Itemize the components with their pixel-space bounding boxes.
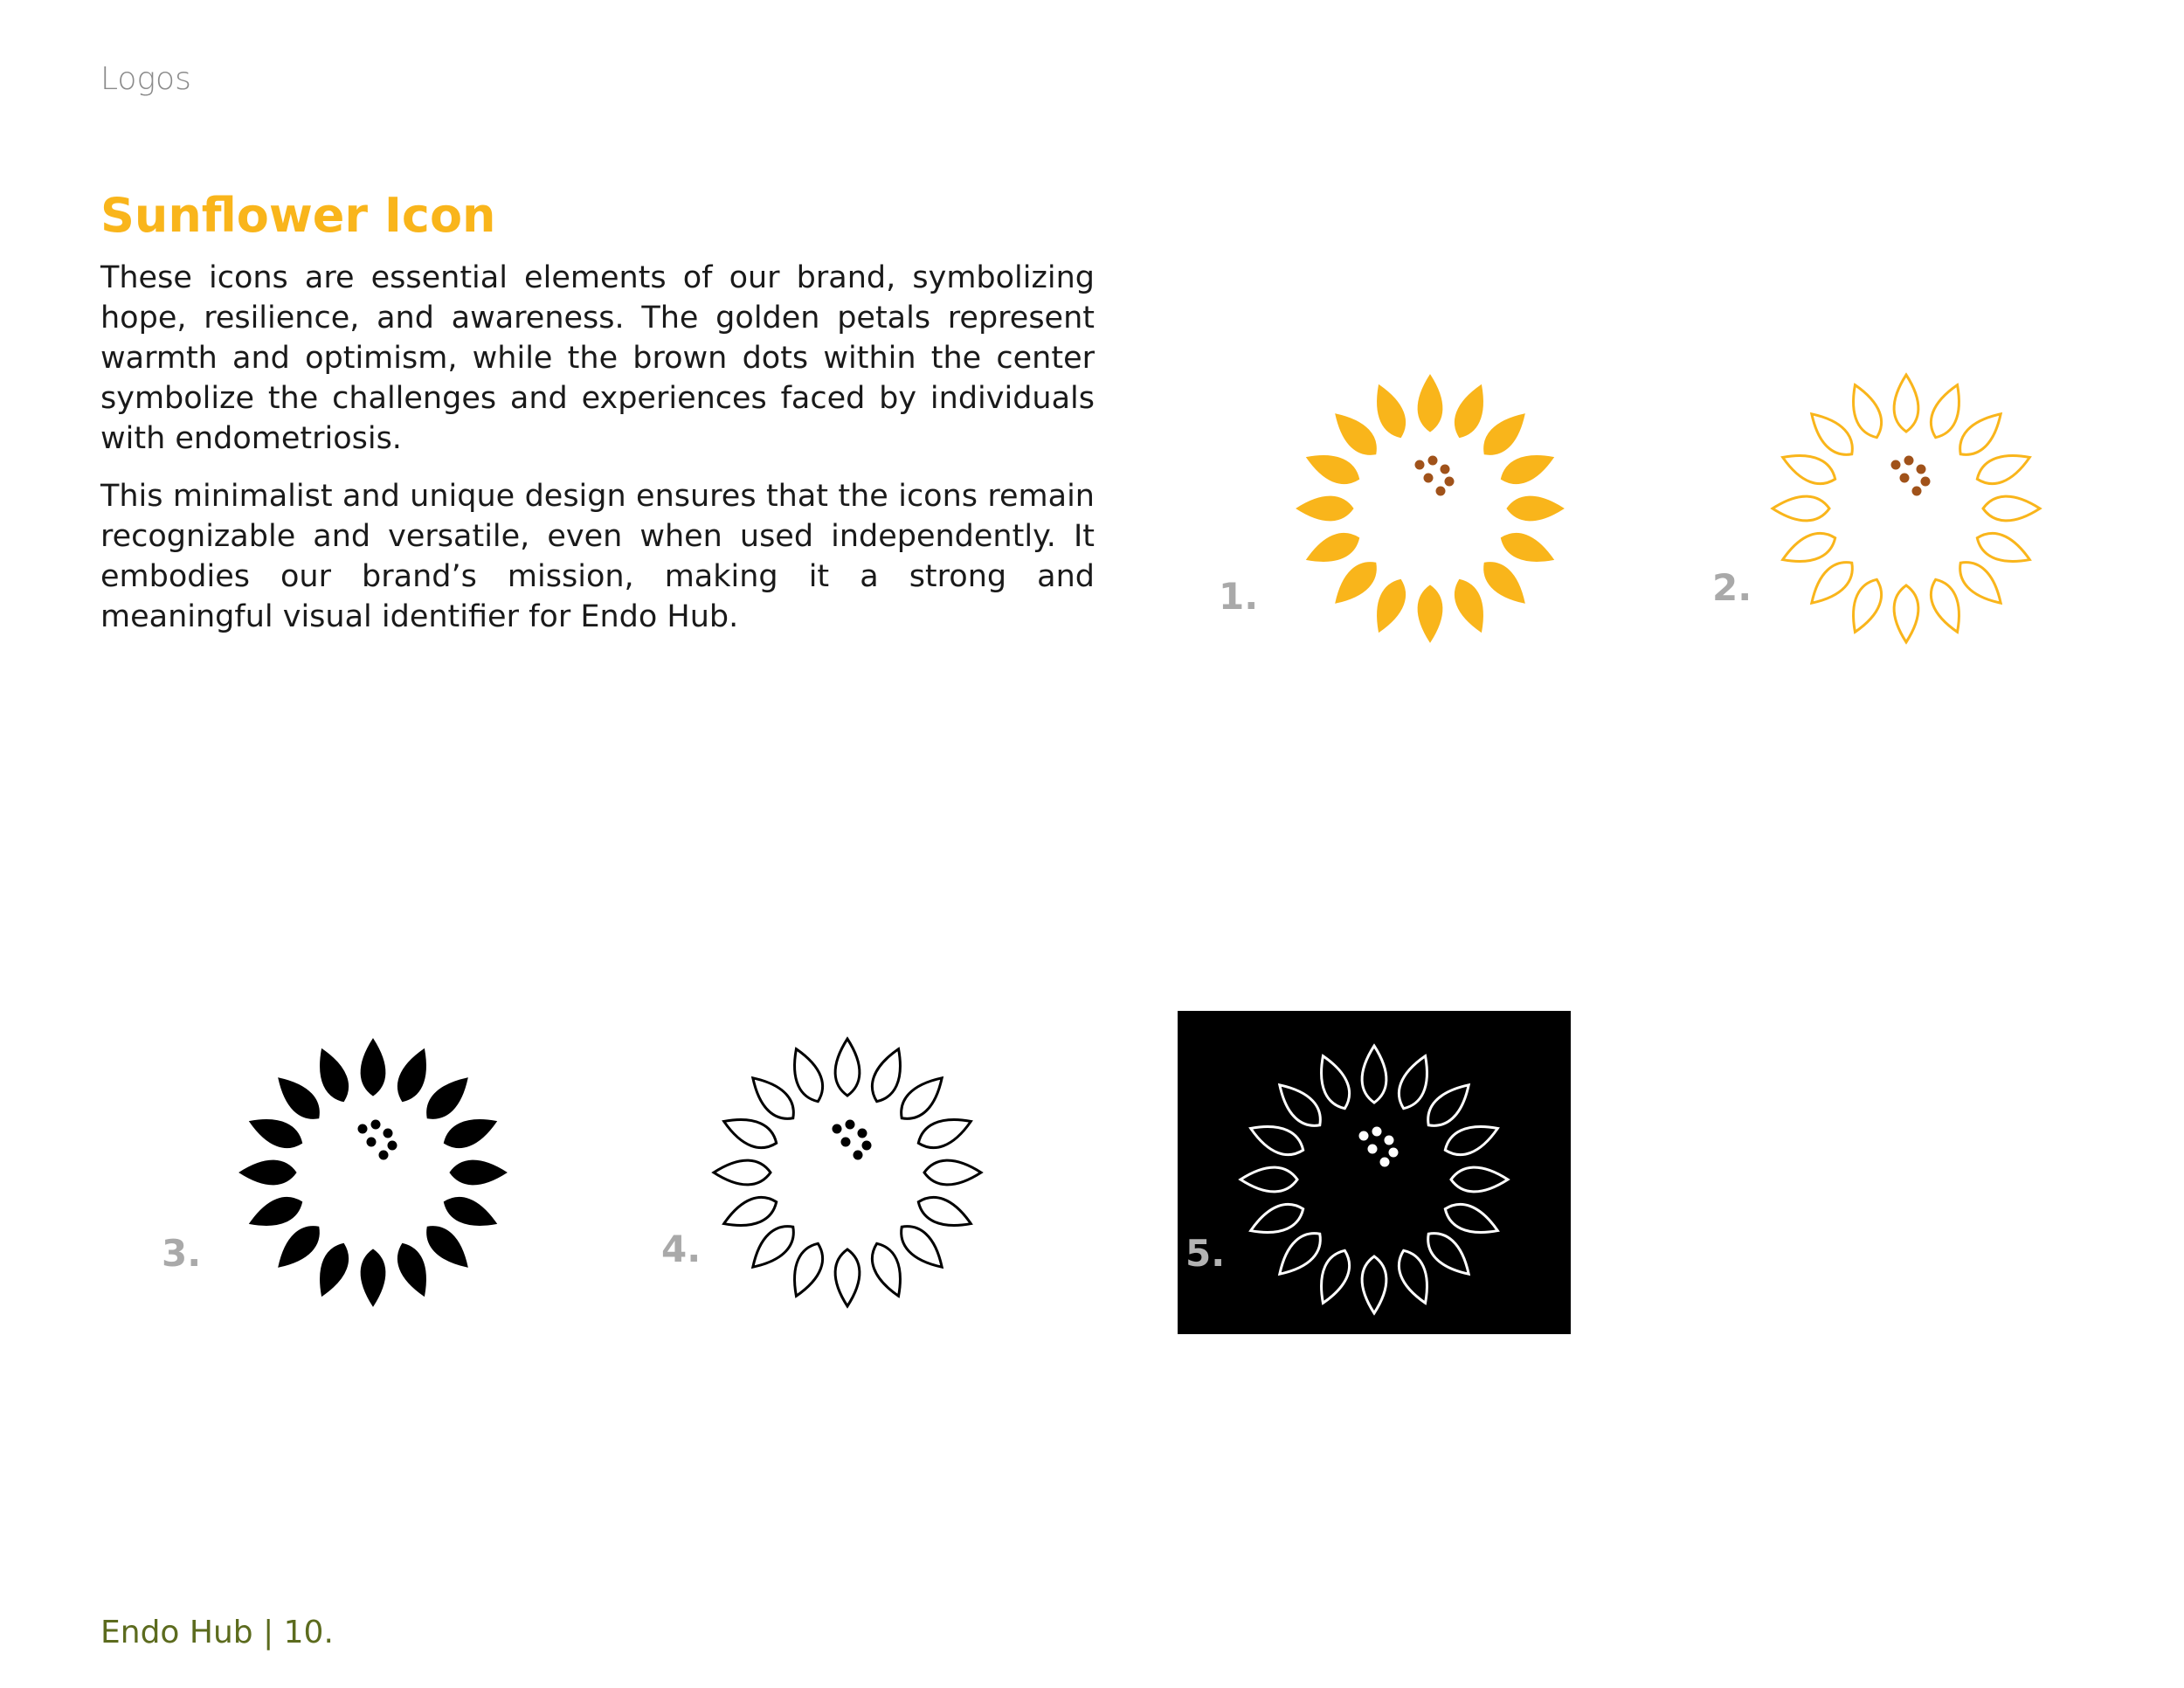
petal-shape bbox=[1448, 380, 1493, 442]
logo-1-label: 1. bbox=[1219, 575, 1259, 618]
petal-shape bbox=[1368, 380, 1413, 442]
petal-shape bbox=[1952, 405, 2009, 463]
petal-shape bbox=[1441, 1198, 1503, 1242]
petal-shape bbox=[1312, 1051, 1357, 1113]
petal-shape bbox=[744, 1218, 802, 1276]
petal-shape bbox=[439, 1191, 501, 1235]
petal-shape bbox=[1393, 1051, 1437, 1113]
petal-shape bbox=[1476, 554, 1533, 612]
petal-shape bbox=[1894, 585, 1918, 642]
petal-shape bbox=[1507, 496, 1564, 521]
petal-shape bbox=[1952, 554, 2009, 612]
center-dot bbox=[1445, 477, 1455, 487]
petal-shape bbox=[1271, 1225, 1329, 1283]
petal-shape bbox=[1362, 1046, 1386, 1103]
petal-shape bbox=[1448, 575, 1493, 637]
petal-shape bbox=[714, 1160, 771, 1185]
petal-shape bbox=[1246, 1198, 1308, 1242]
petal-shape bbox=[1973, 527, 2035, 571]
center-dot bbox=[371, 1120, 381, 1130]
petal-shape bbox=[1302, 446, 1364, 491]
description-paragraph-1: These icons are essential elements of our brand, symbolizing hope, resilience, and awareness. The golden petals represent warmth and optimism, while the brown dots within the center symbolize the challenges and experiences faced by individuals with endometriosis. bbox=[100, 260, 1095, 456]
petal-shape bbox=[1441, 1117, 1503, 1162]
petal-shape bbox=[744, 1069, 802, 1127]
petal-shape bbox=[924, 1160, 981, 1185]
petal-shape bbox=[1327, 554, 1385, 612]
center-dot bbox=[1389, 1148, 1399, 1158]
center-dot bbox=[1912, 487, 1922, 496]
petal-shape bbox=[1246, 1117, 1308, 1162]
center-dot bbox=[1359, 1131, 1369, 1141]
sunflower-outline-gold-icon bbox=[1762, 364, 2050, 653]
petal-shape bbox=[719, 1191, 781, 1235]
petal-shape bbox=[311, 1044, 356, 1106]
center-dot bbox=[1441, 465, 1450, 474]
petal-shape bbox=[719, 1110, 781, 1155]
center-dot bbox=[379, 1151, 389, 1160]
petal-shape bbox=[914, 1191, 976, 1235]
petal-shape bbox=[1418, 585, 1442, 642]
sunflower-filled-gold-icon bbox=[1286, 364, 1574, 653]
logo-3-label: 3. bbox=[162, 1232, 202, 1275]
petal-shape bbox=[835, 1039, 860, 1096]
petal-shape bbox=[450, 1160, 507, 1185]
center-dot bbox=[1380, 1158, 1390, 1167]
petal-shape bbox=[1327, 405, 1385, 463]
petal-shape bbox=[1451, 1167, 1508, 1192]
petal-shape bbox=[1844, 575, 1889, 637]
logo-2-label: 2. bbox=[1712, 566, 1752, 609]
petal-shape bbox=[239, 1160, 296, 1185]
petal-shape bbox=[1420, 1225, 1477, 1283]
petal-shape bbox=[361, 1039, 385, 1096]
center-dot bbox=[388, 1141, 397, 1151]
petal-shape bbox=[1418, 375, 1442, 432]
petal-shape bbox=[1393, 1246, 1437, 1308]
center-dot bbox=[1385, 1136, 1394, 1145]
footer-brand-name: Endo Hub bbox=[100, 1615, 253, 1650]
petal-shape bbox=[245, 1110, 307, 1155]
petal-shape bbox=[1362, 1256, 1386, 1313]
petal-shape bbox=[1844, 380, 1889, 442]
section-label: Logos bbox=[100, 61, 191, 97]
center-dot bbox=[1368, 1145, 1378, 1154]
center-dot bbox=[833, 1124, 842, 1134]
footer-brand bbox=[100, 1615, 334, 1650]
petal-shape bbox=[1925, 380, 1969, 442]
petal-shape bbox=[1302, 527, 1364, 571]
petal-shape bbox=[1296, 496, 1353, 521]
center-dot bbox=[384, 1129, 393, 1138]
petal-shape bbox=[1973, 446, 2035, 491]
petal-shape bbox=[361, 1249, 385, 1306]
petal-shape bbox=[1496, 446, 1559, 491]
petal-shape bbox=[1773, 496, 1829, 521]
petal-shape bbox=[1925, 575, 1969, 637]
petal-shape bbox=[245, 1191, 307, 1235]
petal-shape bbox=[311, 1239, 356, 1301]
center-dot bbox=[858, 1129, 867, 1138]
petal-shape bbox=[1983, 496, 2040, 521]
petal-shape bbox=[1368, 575, 1413, 637]
petal-shape bbox=[785, 1239, 830, 1301]
petal-shape bbox=[785, 1044, 830, 1106]
petal-shape bbox=[1496, 527, 1559, 571]
footer-page-number: 10. bbox=[283, 1615, 334, 1650]
logo-5-label: 5. bbox=[1185, 1232, 1226, 1275]
page-title: Sunflower Icon bbox=[100, 188, 496, 243]
petal-shape bbox=[439, 1110, 501, 1155]
petal-shape bbox=[1476, 405, 1533, 463]
petal-shape bbox=[1778, 527, 1840, 571]
center-dot bbox=[1436, 487, 1446, 496]
center-dot bbox=[854, 1151, 863, 1160]
petal-shape bbox=[391, 1239, 436, 1301]
petal-shape bbox=[270, 1218, 328, 1276]
sunflower-filled-black-icon bbox=[229, 1028, 517, 1317]
description-paragraph-2: This minimalist and unique design ensures that the icons remain recognizable and versatile, even when used independently. It embodies our brand’s mission, making it a strong and meaningful visual identifier for Endo Hub. bbox=[100, 479, 1095, 634]
petal-shape bbox=[418, 1218, 476, 1276]
petal-shape bbox=[893, 1069, 950, 1127]
center-dot bbox=[1900, 474, 1910, 483]
petal-shape bbox=[1803, 554, 1861, 612]
center-dot bbox=[358, 1124, 368, 1134]
center-dot bbox=[1904, 456, 1914, 466]
center-dot bbox=[1424, 474, 1434, 483]
center-dot bbox=[1921, 477, 1931, 487]
sunflower-outline-white-icon bbox=[1230, 1035, 1518, 1324]
petal-shape bbox=[1312, 1246, 1357, 1308]
petal-shape bbox=[1271, 1076, 1329, 1134]
center-dot bbox=[841, 1138, 851, 1147]
petal-shape bbox=[1803, 405, 1861, 463]
petal-shape bbox=[866, 1044, 910, 1106]
petal-shape bbox=[914, 1110, 976, 1155]
petal-shape bbox=[418, 1069, 476, 1127]
sunflower-outline-black-icon bbox=[703, 1028, 992, 1317]
center-dot bbox=[1415, 460, 1425, 470]
logo-4-label: 4. bbox=[661, 1228, 702, 1270]
center-dot bbox=[367, 1138, 377, 1147]
petal-shape bbox=[893, 1218, 950, 1276]
center-dot bbox=[1891, 460, 1901, 470]
petal-shape bbox=[270, 1069, 328, 1127]
petal-shape bbox=[1420, 1076, 1477, 1134]
center-dot bbox=[1372, 1127, 1382, 1137]
center-dot bbox=[862, 1141, 872, 1151]
petal-shape bbox=[391, 1044, 436, 1106]
petal-shape bbox=[835, 1249, 860, 1306]
petal-shape bbox=[1778, 446, 1840, 491]
center-dot bbox=[1428, 456, 1438, 466]
center-dot bbox=[846, 1120, 855, 1130]
petal-shape bbox=[1894, 375, 1918, 432]
petal-shape bbox=[1241, 1167, 1297, 1192]
footer-divider: | bbox=[263, 1615, 284, 1650]
petal-shape bbox=[866, 1239, 910, 1301]
center-dot bbox=[1917, 465, 1926, 474]
